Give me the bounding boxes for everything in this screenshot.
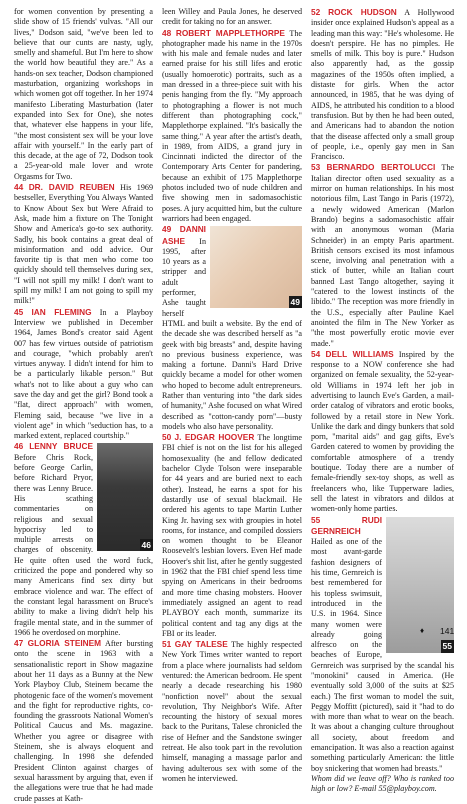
- entry-text: Hailed as one of the most avant-garde fashion designers of his time, Gernreich is best remembered for his topless swimsuit, introduced in the U.S. in 1964. Since many women were already going alfresco on the beaches of Europe, Gernreich was surprised by the scandal his "monokini" caused in America. (He eventually sold 3,000 of the suits at $25 each.) The first woman to model the suit, Peggy Moffitt (pictured), said it "had to do with more than what to wear on the beach. It was about a changing culture throughout all society, about freedom and emancipation. It was also a reaction against something particularly American: the little boy snickering that women had breasts.": [311, 537, 454, 773]
- entry-51: [162, 639, 302, 784]
- entry-text: The photographer made his name in the 1970s with his male and female nudes and later earned praise for his still lifes and erotic (usually homoerotic) portraits, such as a man dressed in a three-piece suit with his penis hanging from the fly. "My approach to photographing a flower is not much different than photographing cock," Mapplethorpe explained. "It's basically the same thing." A year after the artist's death, in 1989, from AIDS, a grand jury in Cincinnati indicted the director of the Contemporary Arts Center for pandering, because an exhibit of 175 Mapplethorpe photos included two of nude children and five showing men in sadomasochistic poses. A jury acquitted him, but the culture warriors had been engaged.: [162, 28, 302, 223]
- entry-number: 51: [162, 639, 172, 650]
- entry-number: 50: [162, 432, 172, 443]
- entry-heading: LENNY BRUCE: [29, 441, 93, 452]
- entry-number: 48: [162, 27, 172, 38]
- entry-heading: IAN FLEMING: [31, 306, 92, 317]
- entry-44: [14, 182, 153, 307]
- entry-number: 45: [14, 306, 24, 317]
- entry-number: 49: [162, 224, 172, 235]
- entry-heading: GAY TALESE: [174, 639, 228, 650]
- entry-text: Inspired by the response to a NOW conference she had organized on female sexuality, the 52-year-old Williams in 1974 left her job in advertising to launch Eve's Garden, a mail-order catalog of vibrators and erotic books, followed by a retail store in New York. Unlike the dark and dingy bunkers that sold porn, "marital aids" and gag gifts, Eve's Garden catered to women by providing the comfortable atmosphere of a trendy boutique. Today there are a number of female-friendly sex-toy shops, as well as freelancers who, like Tupperware ladies, sell the latest in vibrators and dildos at women-only home parties.: [311, 349, 454, 514]
- entry-number: 53: [311, 162, 321, 173]
- entry-text: A Hollywood insider once explained Hudson's appeal as a leading man this way: "He's wholesome. He doesn't perspire. He has no pimples. He smells of milk. This boy is pure." Hudson also apparently had, as the gossip magazines of the 1950s often implied, a distaste for girls. When the actor announced, in 1985, that he was dying of AIDS, he attributed his condition to a blood transfusion. But by then he had been outed, and Americans had to abandon the notion that the disease affected only a small group of people, i.e., openly gay men in San Francisco.: [311, 8, 455, 162]
- entry-50: [162, 432, 302, 639]
- entry-text: The highly respected New York Times writer wanted to report from a place where journalists had seldom ventured: the American bedroom. He spent nearly a decade researching his 1980 "nonfiction novel" about the sexual revolution, Thy Neighbor's Wife. After recounting the history of sexual mores back to the Puritans, Talese chronicled the rise of Hefner and the Sandstone swinger retreat. He also took part in the revolution himself, managing a massage parlor and having adulterous sex with some of the women he interviewed.: [162, 640, 302, 783]
- column-1: [14, 7, 153, 804]
- entry-52: [311, 7, 454, 162]
- entry-number: 44: [14, 182, 24, 193]
- entry-text: His 1969 bestseller, Everything You Always Wanted to Know About Sex but Were Afraid to Ask, made him a fixture on The Tonight Show and America's go-to sex authority. Sadly, his book contains a great deal of misinformation and odd advice. Our favorite tip is that men who come too quickly should tell themselves during sex, "I will not spill my milk! I don't want to spill my milk! I am not going to spill my milk!": [14, 183, 153, 306]
- entry-heading: BERNARDO BERTOLUCCI: [326, 162, 436, 173]
- entry-number: 52: [311, 7, 321, 17]
- entry-45: [14, 307, 153, 442]
- entry-heading: J. EDGAR HOOVER: [174, 432, 255, 443]
- column-3: [311, 7, 454, 795]
- danni-ashe-photo: [210, 226, 302, 308]
- entry-text: The longtime FBI chief is not on the list for his alleged homosexuality (he and fellow dedicated bachelor Clyde Tolson were inseparable for 44 years and are buried next to each other). Instead, he earns a spot for his dastardly use of sexual blackmail. He ordered his agents to tape Martin Luther King Jr. having sex with groupies in hotel rooms, for instance, and compiled dossiers on women thought to be Eleanor Roosevelt's lesbian lovers. Even Hef made Hoover's shit list, after he gently suggested in 1962 that the FBI chief spend less time spying on Americans in their bedrooms and more time chasing mobsters. Hoover immediately assigned an agent to read PLAYBOY each month, summarize its political content and tag any digs at the FBI or its leader.: [162, 433, 302, 638]
- lenny-bruce-photo: [97, 443, 153, 551]
- entry-number: 54: [311, 348, 321, 359]
- photo-number-badge: 46: [141, 540, 151, 551]
- entry-text: In a Playboy Interview we published in December 1964, James Bond's creator said Agent 007 has few virtues outside of patriotism and courage, "which probably aren't virtues anyway. I didn't intend for him to be a particularly likable person." But what's not to like about a guy who can save the day and get the girl? Bond took a "flat, direct approach" with women, Fleming said, because "we live in a violent age" in which "seduction has, to a marked extent, replaced courtship.": [14, 307, 153, 441]
- entry-48: [162, 28, 302, 225]
- entry-number: 47: [14, 638, 24, 649]
- entry-text: In 1995, after 10 years as a stripper and adult performer, Ashe taught herself HTML and built a website. By the end of the decade she was described herself as "a geek with big breasts" and, despite having no previous business experience, was making a fortune. Danni's Hard Drive quickly became a model for other women who hoped to become adult entrepreneurs. Rather than venturing into "the dark sides of humanity," Ashe focused on what Wired described as "cotton-candy porn"—busty models who also have personality.: [162, 236, 302, 431]
- reader-question: Whom did we leave off? Who is ranked too high or low? E-mail 55@playboy.com.: [311, 773, 454, 794]
- photo-number-badge: 49: [290, 296, 300, 307]
- entry-heading: RUDI GERNREICH: [311, 514, 382, 536]
- entry-47: [14, 638, 153, 804]
- entry-heading: ROCK HUDSON: [328, 7, 397, 17]
- page-number: 141: [440, 626, 455, 636]
- entry-number: 46: [14, 441, 24, 452]
- entry-heading: GLORIA STEINEM: [27, 638, 102, 649]
- entry-text: The Italian director often used sexuality as a mirror on human relationships. In his most notorious film, Last Tango in Paris (1972), a newly widowed American (Marlon Brando) begins a sadomasochistic affair with an anonymous woman (Maria Schneider) in an empty Paris apartment. British censors excised its most infamous scene, involving anal penetration with a stick of butter, while an Italian court banned Last Tango altogether, saying it "catered to the lowest instincts of the libido." The reception was more friendly in the U.S., especially after Pauline Kael anointed the film in The New Yorker as "the most powerfully erotic movie ever made.": [311, 163, 454, 348]
- entry-heading: DANNI ASHE: [162, 224, 206, 246]
- photo-number-badge: 55: [442, 641, 452, 652]
- rabbit-head-icon: ♦: [420, 626, 425, 635]
- paragraph: leen Willey and Paula Jones, he deserved credit for taking no for an answer.: [162, 7, 302, 27]
- entry-heading: ROBERT MAPPLETHORPE: [175, 27, 285, 38]
- paragraph: for women convention by presenting a slide show of 15 friends' vulvas. "All our lives," Dodson said, "we've been led to believe that our cunts are nasty, ugly, smelly and shameful. But I'm here to show the world how beautiful they are." As a hands-on sex teacher, Dodson championed masturbation, organizing workshops in which women got off together. In her 1974 manifesto Liberating Masturbation (later expanded into Sex for One), she notes that, whatever else happens in your life, "the most consistent sex will be your love affair with yourself." In the early part of this decade, at the age of 72, Dodson took a 25-year-old male lover and wrote Orgasms for Two.: [14, 7, 153, 181]
- entry-53: [311, 162, 454, 348]
- entry-number: 55: [311, 514, 321, 525]
- column-2: [162, 7, 302, 784]
- entry-heading: DELL WILLIAMS: [325, 348, 394, 359]
- entry-heading: DR. DAVID REUBEN: [28, 182, 115, 193]
- entry-54: [311, 349, 454, 515]
- entry-text: After bursting onto the scene in 1963 with a sensationalistic report in Show magazine about her 11 days as a Bunny at the New York Playboy Club, Steinem became the photogenic face of the women's movement and the fight for reproductive rights, co-founding the grassroots National Women's Political Caucus and Ms. magazine. Whether you agree or disagree with Steinem, she is always eloquent and challenging. In 1998 she defended President Clinton against charges of sexual harassment by arguing that, even if the allegations were true that he had made crude passes at Kath-: [14, 639, 153, 803]
- entry-text: Before Chris Rock, before George Carlin, before Richard Pryor, there was Lenny Bruce. His scathing commentaries on religious and sexual hypocrisy led to multiple arrests on charges of obscenity. He quite often used the word fuck, criticized the pope and pondered why so many Americans find sex dirty but embrace violence and war. The effect of the constant legal harassment on Bruce's ability to make a living didn't help his fragile mental state, and in the summer of 1966 he overdosed on morphine.: [14, 452, 153, 637]
